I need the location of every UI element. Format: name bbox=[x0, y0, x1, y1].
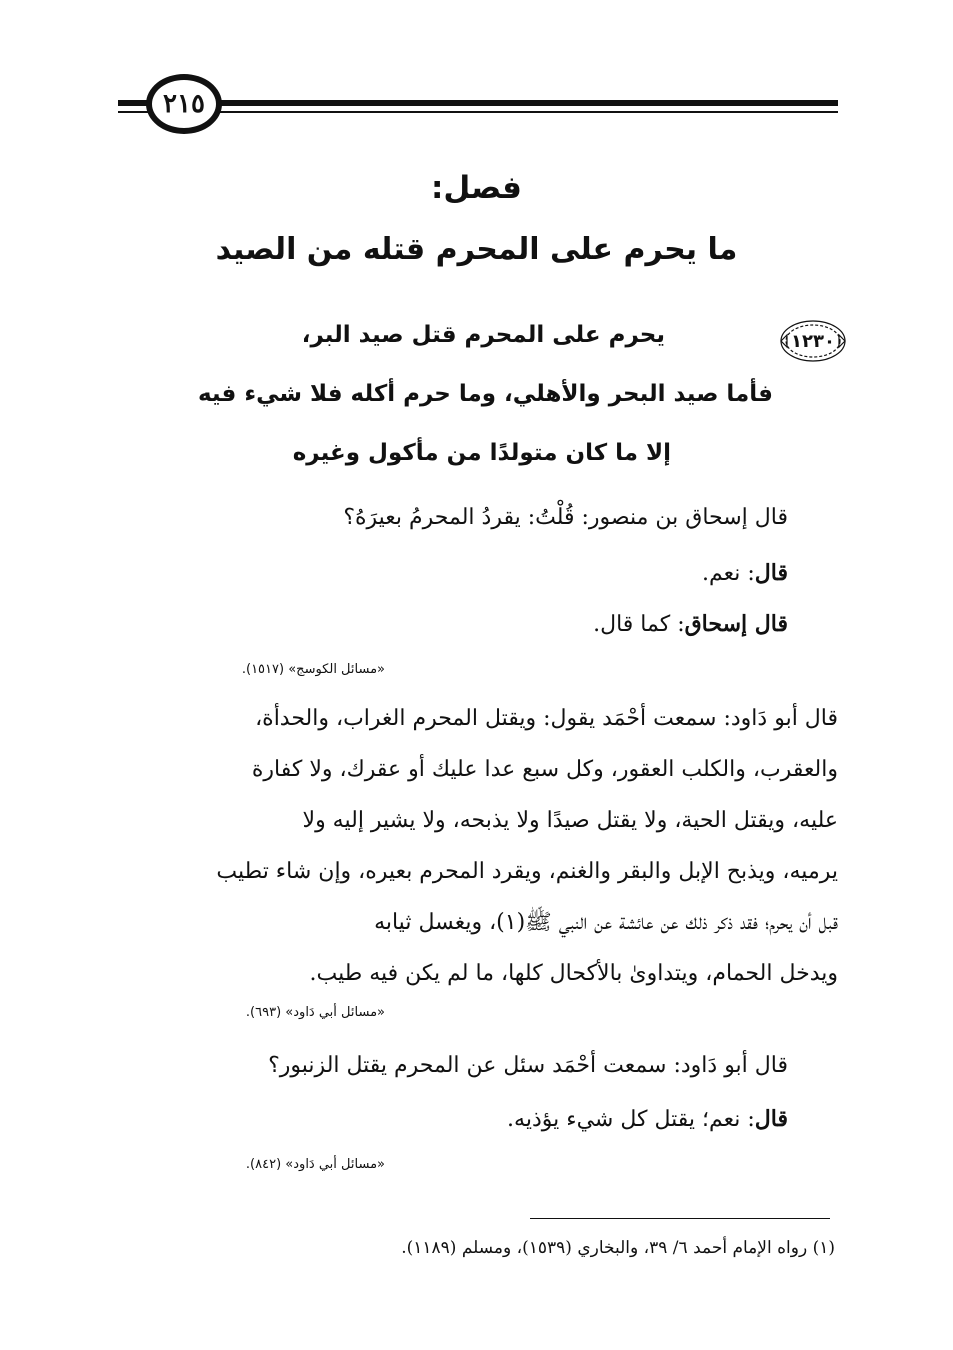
header-rule-thin bbox=[118, 111, 838, 113]
entry-heading-line-3: إلا ما كان متولدًا من مأكول وغيره bbox=[292, 440, 671, 466]
footnote-text: رواه الإمام أحمد ٦/ ٣٩، والبخاري (١٥٣٩)، ومسلم (١١٨٩). bbox=[401, 1238, 808, 1258]
block1-question: قال إسحاق بن منصور: قُلْتُ: يقردُ المحرمُ بعيرَهُ؟ bbox=[343, 505, 788, 530]
block1-source: «مسائل الكوسج» (١٥١٧). bbox=[241, 662, 385, 677]
entry-number: ١٢٣٠ bbox=[791, 330, 835, 352]
block2-source: «مسائل أبي دَاود» (٦٩٣). bbox=[245, 1005, 385, 1020]
block1-ishaq bbox=[593, 611, 788, 637]
speaker-label: قال إسحاق bbox=[684, 611, 788, 637]
block3-question: قال أبو دَاود: سمعت أحْمَد سئل عن المحرم يقتل الزنبور؟ bbox=[268, 1053, 788, 1078]
block1-answer bbox=[702, 560, 788, 586]
entry-heading-line-1: يحرم على المحرم قتل صيد البر، bbox=[301, 322, 665, 348]
entry-number-badge bbox=[778, 318, 848, 364]
answer-text: : نعم؛ يقتل كل شيء يؤذيه. bbox=[507, 1107, 755, 1132]
paragraph-line: عليه، ويقتل الحية، ولا يقتل صيدًا ولا يذبحه، ولا يشير إليه ولا bbox=[302, 808, 838, 833]
footnote bbox=[401, 1238, 835, 1258]
section-label: فصل: bbox=[431, 170, 522, 206]
footnote-divider bbox=[530, 1218, 830, 1219]
paragraph-line: ويدخل الحمام، ويتداوىٰ بالأكحال كلها، ما لم يكن فيه طيب. bbox=[309, 961, 838, 986]
section-title: ما يحرم على المحرم قتله من الصيد bbox=[215, 232, 738, 267]
block3-answer bbox=[507, 1106, 788, 1132]
paragraph-line: والعقرب، والكلب العقور، وكل سبع عدا عليك أو عقرك، ولا كفارة bbox=[251, 757, 838, 782]
speaker-label: قال bbox=[754, 1106, 788, 1132]
paragraph-line: قال أبو دَاود: سمعت أحْمَد يقول: ويقتل المحرم الغراب، والحدأة، bbox=[255, 706, 838, 731]
block3-source: «مسائل أبي دَاود» (٨٤٢). bbox=[245, 1157, 385, 1172]
page-number bbox=[146, 74, 222, 134]
page-number-text: ٢١٥ bbox=[163, 89, 205, 119]
answer-text: : نعم. bbox=[702, 561, 755, 586]
speaker-label: قال bbox=[754, 560, 788, 586]
entry-heading-line-2: فأما صيد البحر والأهلي، وما حرم أكله فلا شيء فيه bbox=[197, 381, 773, 407]
block2-paragraph bbox=[118, 693, 838, 999]
footnote-marker: (١) bbox=[812, 1238, 835, 1258]
paragraph-line: قبل أن يحرم؛ فقد ذكر ذلك عن عائشة عن النبي ﷺ(١)، ويغسل ثيابه bbox=[374, 910, 838, 935]
header-rule bbox=[118, 100, 838, 106]
paragraph-line: يرميه، ويذبح الإبل والبقر والغنم، ويقرد المحرم بعيره، وإن شاء تطيب bbox=[216, 859, 838, 884]
answer-text: : كما قال. bbox=[593, 612, 685, 637]
